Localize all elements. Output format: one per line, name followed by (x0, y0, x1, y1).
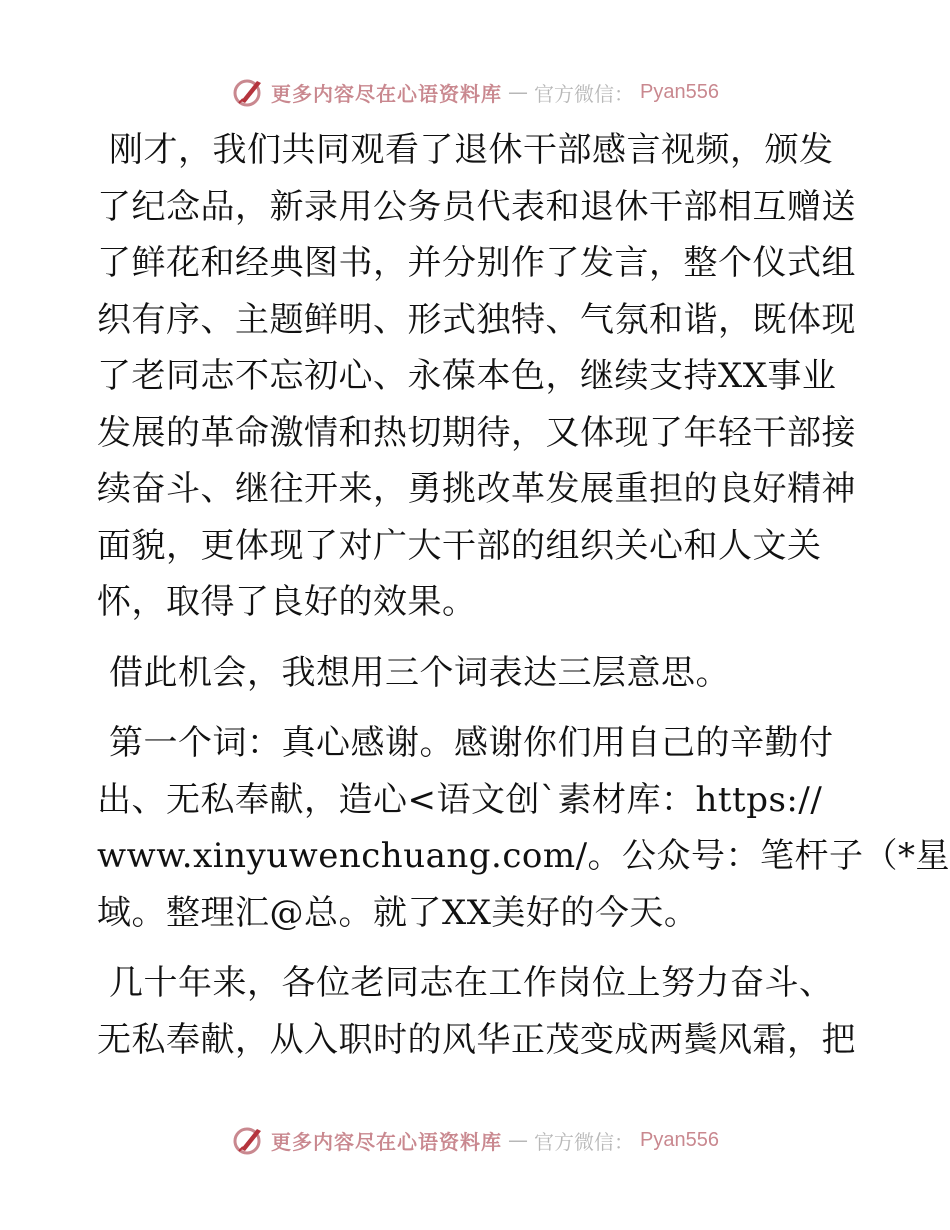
watermark-label: 官方微信： (534, 1129, 635, 1154)
text-line: 域。整理汇@总。就了XX美好的今天。 (97, 892, 699, 933)
paragraph-2 (97, 645, 857, 702)
watermark-code: Pyan556 (640, 1128, 719, 1151)
text-line: 借此机会，我想用三个词表达三层意思。 (109, 652, 730, 693)
text-line: www.xinyuwenchuang.com/。公众号：笔杆子（*星 (97, 836, 950, 876)
text-line: 怀，取得了良好的效果。 (97, 582, 477, 622)
document-body (97, 122, 950, 1068)
paragraph-1 (97, 122, 857, 631)
paragraph-3 (97, 715, 950, 941)
watermark-text: 更多内容尽在心语资料库 (271, 1129, 503, 1154)
text-line: 刚才，我们共同观看了退休干部感言视频，颁发 (109, 130, 834, 170)
text-line: 无私奉献，从入职时的风华正茂变成两鬓风霜，把 (97, 1019, 856, 1060)
text-line: 织有序、主题鲜明、形式独特、气氛和谐，既体现 (97, 299, 856, 340)
feather-pen-logo-icon (231, 75, 265, 109)
watermark-label: 官方微信： (534, 81, 635, 106)
watermark-dash: — (508, 1128, 529, 1152)
watermark-text: 更多内容尽在心语资料库 (271, 81, 503, 106)
text-line: 了纪念品，新录用公务员代表和退休干部相互赠送 (97, 186, 856, 227)
text-line: 第一个词：真心感谢。感谢你们用自己的辛勤付 (109, 723, 834, 763)
header-watermark (0, 72, 950, 112)
feather-pen-logo-icon (231, 1123, 265, 1157)
text-line: 续奋斗、继往开来，勇挑改革发展重担的良好精神 (97, 469, 856, 509)
footer-watermark (0, 1120, 950, 1160)
text-line: 了鲜花和经典图书，并分别作了发言，整个仪式组 (97, 243, 856, 283)
text-line: 面貌，更体现了对广大干部的组织关心和人文关 (97, 525, 822, 566)
text-line: 了老同志不忘初心、永葆本色，继续支持XX事业 (97, 356, 837, 396)
text-line: 发展的革命激情和热切期待，又体现了年轻干部接 (97, 412, 856, 453)
watermark-dash: — (508, 80, 529, 104)
watermark-code: Pyan556 (640, 80, 719, 103)
paragraph-4 (97, 955, 857, 1068)
text-line: 出、无私奉献，造心<语文创`素材库：https:// (97, 779, 823, 820)
text-line: 几十年来，各位老同志在工作岗位上努力奋斗、 (109, 963, 834, 1003)
